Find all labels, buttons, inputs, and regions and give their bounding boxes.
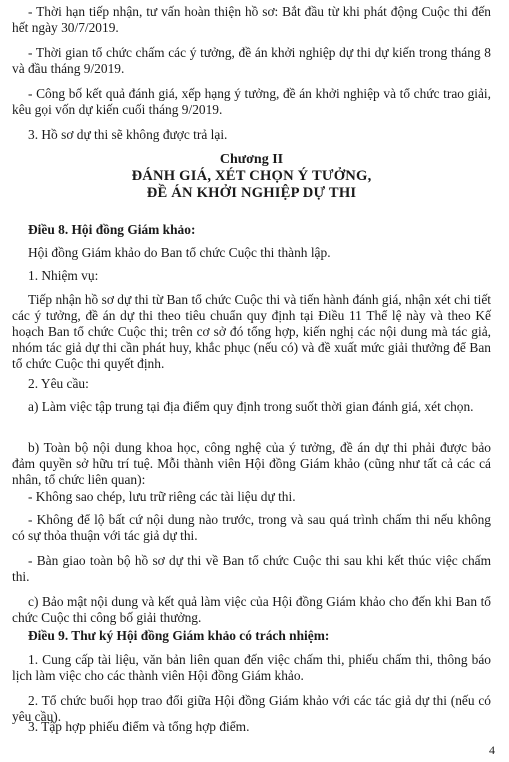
- article8-duty-text: Tiếp nhận hồ sơ dự thi từ Ban tổ chức Cuộc thi và tiến hành đánh giá, nhận xét chi tiết các ý tưởng, đề án dự thi theo tiêu chuẩn quy định tại Điều 11 Thể lệ này và theo Kế hoạch Ban tổ chức Cuộc thi; trên cơ sở đó tổng hợp, kiến nghị các nội dung mà tác giả, nhóm tác giả dự thi cần phát huy, khắc phục (nếu có) và đề xuất mức giải thưởng để Ban tổ chức Cuộc thi quyết định.: [12, 292, 491, 371]
- article9-item1: 1. Cung cấp tài liệu, văn bản liên quan đến việc chấm thi, phiếu chấm thi, thông báo lịch làm việc cho các thành viên Hội đồng Giám khảo.: [12, 652, 491, 683]
- article8-heading-text: Điều 8. Hội đồng Giám khảo:: [28, 222, 196, 237]
- article9-heading: [12, 628, 491, 644]
- paragraph-deadline-submission: - Thời hạn tiếp nhận, tư vấn hoàn thiện hồ sơ: Bắt đầu từ khi phát động Cuộc thi đến hết ngày 30/7/2019.: [12, 4, 491, 35]
- paragraph-judging-time: - Thời gian tổ chức chấm các ý tưởng, đề án khởi nghiệp dự thi dự kiến trong tháng 8 và đầu tháng 9/2019.: [12, 45, 491, 76]
- article8-requirement-b1: - Không sao chép, lưu trữ riêng các tài liệu dự thi.: [28, 489, 296, 504]
- article9-item3: 3. Tập hợp phiếu điểm và tổng hợp điểm.: [28, 719, 250, 734]
- article8-requirement-b3: - Bàn giao toàn bộ hồ sơ dự thi về Ban tổ chức Cuộc thi sau khi kết thúc việc chấm thi.: [12, 553, 491, 584]
- article8-requirement-b2: - Không để lộ bất cứ nội dung nào trước, trong và sau quá trình chấm thi nếu không có sự thỏa thuận với tác giả dự thi.: [12, 512, 491, 543]
- article8-requirement-c: c) Bảo mật nội dung và kết quả làm việc của Hội đồng Giám khảo cho đến khi Ban tổ chức Cuộc thi công bố giải thưởng.: [12, 594, 491, 625]
- article8-intro: Hội đồng Giám khảo do Ban tổ chức Cuộc thi thành lập.: [28, 245, 331, 260]
- paragraph-announcement: - Công bố kết quả đánh giá, xếp hạng ý tưởng, đề án khởi nghiệp và tổ chức trao giải, kêu gọi vốn dự kiến cuối tháng 9/2019.: [12, 86, 491, 117]
- article8-requirements-label: 2. Yêu cầu:: [28, 376, 89, 391]
- chapter-title-line1: ĐÁNH GIÁ, XÉT CHỌN Ý TƯỞNG,: [131, 168, 372, 184]
- paragraph-no-return: 3. Hồ sơ dự thi sẽ không được trả lại.: [28, 127, 228, 142]
- article8-duty-label: 1. Nhiệm vụ:: [28, 268, 99, 283]
- page-number: 4: [489, 743, 495, 757]
- article9-heading-text: Điều 9. Thư ký Hội đồng Giám khảo có trách nhiệm:: [28, 628, 330, 643]
- article8-requirement-a: a) Làm việc tập trung tại địa điểm quy định trong suốt thời gian đánh giá, xét chọn.: [28, 399, 474, 414]
- article8-requirement-b: b) Toàn bộ nội dung khoa học, công nghệ của ý tưởng, đề án dự thi phải được bảo đảm quyền sở hữu trí tuệ. Mỗi thành viên Hội đồng Giám khảo (cũng như tất cả các cá nhân, tổ chức liên quan):: [12, 440, 491, 487]
- article8-heading: [12, 222, 491, 238]
- article9-item2: 2. Tổ chức buổi họp trao đổi giữa Hội đồng Giám khảo với các tác giả dự thi (nếu có yêu cầu).: [12, 693, 491, 724]
- chapter-number: Chương II: [219, 152, 284, 167]
- chapter-title-line2: ĐỀ ÁN KHỞI NGHIỆP DỰ THI: [146, 185, 357, 201]
